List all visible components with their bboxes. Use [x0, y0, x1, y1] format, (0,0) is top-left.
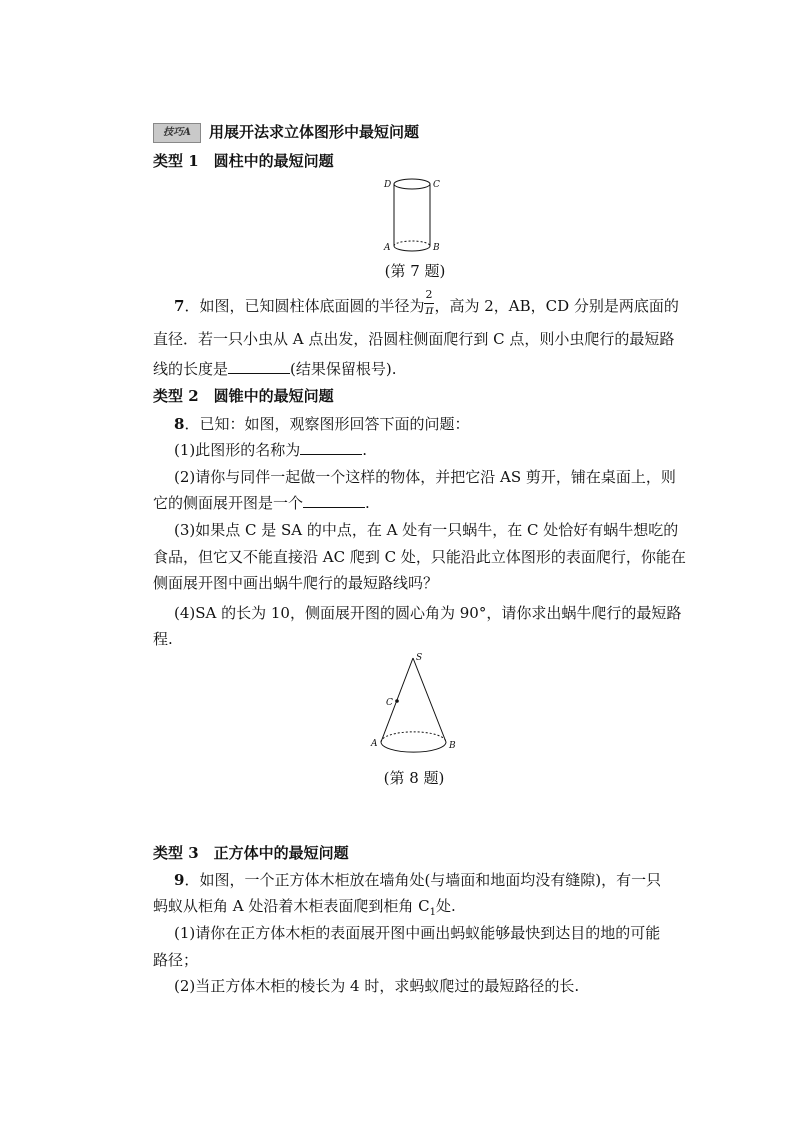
section-tag: 技巧A	[153, 123, 201, 143]
q8-part2-text-a: 它的侧面展开图是一个	[153, 494, 304, 512]
q8-part3-line3: 侧面展开图中画出蜗牛爬行的最短路线吗？	[153, 574, 439, 592]
q8-part1-text-a: (1)此图形的名称为	[174, 441, 301, 459]
fraction-denominator: π	[425, 303, 434, 317]
q9-line1	[174, 870, 661, 890]
q9-number: 9	[174, 871, 185, 889]
fraction-numerator: 2	[425, 288, 433, 301]
q8-part1-text-b: .	[362, 441, 368, 459]
q8-part3-line2: 食品，但它又不能直接沿 AC 爬到 C 处，只能沿此立体图形的表面爬行，你能在	[153, 548, 686, 566]
q7-line1	[174, 288, 679, 317]
q8-number: 8	[174, 415, 185, 433]
q9-line2	[153, 896, 456, 923]
q9-line2-subscript: 1	[429, 907, 436, 918]
q9-line2-text-b: 处.	[436, 897, 456, 915]
q7-line1-text-b: ，高为 2，AB，CD 分别是两底面的	[434, 297, 679, 315]
q8-part2-blank	[303, 493, 365, 508]
q8-part2-line1: (2)请你与同伴一起做一个这样的物体，并把它沿 AS 剪开，铺在桌面上，则	[174, 468, 676, 486]
q7-answer-blank	[228, 359, 290, 374]
type3-heading: 类型 3 正方体中的最短问题	[153, 844, 349, 862]
q7-line3	[153, 359, 397, 379]
q7-line3-text-a: 线的长度是	[153, 360, 229, 378]
q7-number: 7	[174, 297, 185, 315]
type2-heading: 类型 2 圆锥中的最短问题	[153, 387, 334, 405]
cylinder-figure	[378, 170, 448, 258]
type1-heading: 类型 1 圆柱中的最短问题	[153, 152, 334, 170]
radius-fraction	[424, 288, 434, 317]
cylinder-label-b: B	[433, 243, 440, 253]
figure8-caption: (第 8 题)	[383, 769, 445, 787]
cylinder-label-d: D	[384, 180, 392, 190]
q8-part2-line2	[153, 493, 370, 513]
q8-part1	[174, 440, 367, 460]
figure7-caption: (第 7 题)	[384, 262, 446, 280]
cylinder-label-a: A	[384, 243, 391, 253]
section-header	[153, 122, 419, 143]
q9-part2: (2)当正方体木柜的棱长为 4 时，求蚂蚁爬过的最短路径的长.	[174, 977, 580, 995]
q9-part1-line2: 路径；	[153, 951, 199, 969]
cone-figure	[366, 650, 466, 762]
cylinder-label-c: C	[433, 180, 440, 190]
q8-part4-line2: 程.	[153, 630, 173, 648]
cone-label-c: C	[386, 698, 393, 708]
q8-part4-line1: (4)SA 的长为 10，侧面展开图的圆心角为 90°，请你求出蜗牛爬行的最短路	[174, 604, 682, 622]
q7-line3-text-b: (结果保留根号).	[290, 360, 397, 378]
cone-label-a: A	[371, 739, 378, 749]
cone-label-s: S	[416, 653, 423, 663]
q8-part3-line1: (3)如果点 C 是 SA 的中点，在 A 处有一只蜗牛，在 C 处恰好有蜗牛想吃的	[174, 521, 679, 539]
q9-part1-line1: (1)请你在正方体木柜的表面展开图中画出蚂蚁能够最快到达目的地的可能	[174, 924, 661, 942]
q7-line1-text-a: ．如图，已知圆柱体底面圆的半径为	[184, 297, 425, 315]
q9-line2-text-a: 蚂蚁从柜角 A 处沿着木柜表面爬到柜角 C	[153, 897, 430, 915]
cone-label-b: B	[449, 741, 456, 751]
q9-line1-text: ．如图，一个正方体木柜放在墙角处(与墙面和地面均没有缝隙)，有一只	[184, 871, 662, 889]
q8-part2-text-b: .	[365, 494, 370, 512]
q7-line2: 直径．若一只小虫从 A 点出发，沿圆柱侧面爬行到 C 点，则小虫爬行的最短路	[153, 330, 675, 348]
q8-part1-blank	[300, 440, 362, 455]
q8-intro-text: ．已知：如图，观察图形回答下面的问题：	[184, 415, 470, 433]
section-title: 用展开法求立体图形中最短问题	[209, 123, 420, 141]
q8-intro	[174, 414, 469, 434]
